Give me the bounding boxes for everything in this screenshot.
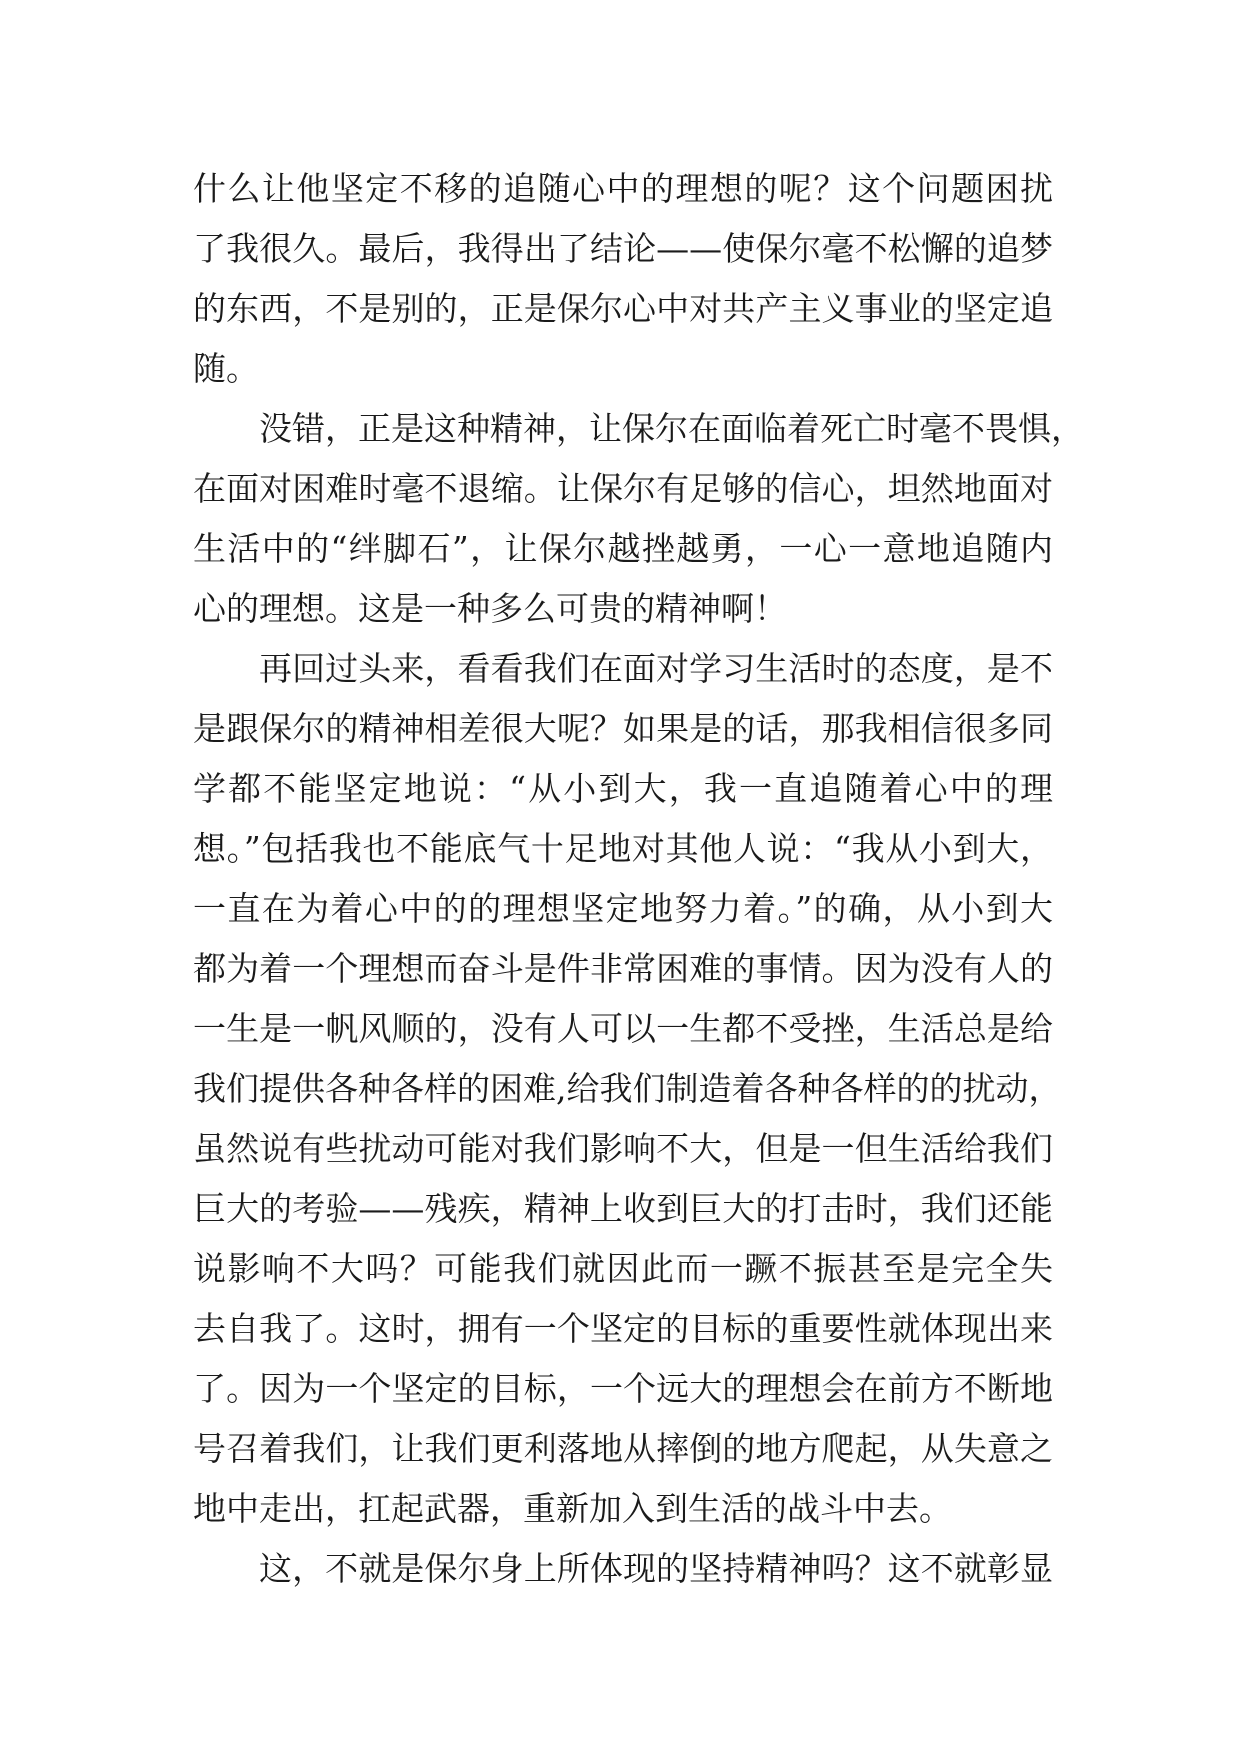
text-line: 虽然说有些扰动可能对我们影响不大，但是一但生活给我们: [193, 1129, 1053, 1168]
text-line: 说影响不大吗？可能我们就因此而一蹶不振甚至是完全失: [193, 1249, 1053, 1288]
text-line: 了我很久。最后，我得出了结论——使保尔毫不松懈的追梦: [193, 229, 1053, 268]
text-line: 都为着一个理想而奋斗是件非常困难的事情。因为没有人的: [193, 949, 1053, 988]
text-line: 学都不能坚定地说：“从小到大，我一直追随着心中的理: [193, 769, 1053, 808]
text-line: 地中走出，扛起武器，重新加入到生活的战斗中去。: [193, 1489, 952, 1528]
text-line: 什么让他坚定不移的追随心中的理想的呢？这个问题困扰: [193, 169, 1053, 208]
text-line: 的东西，不是别的，正是保尔心中对共产主义事业的坚定追: [193, 289, 1053, 328]
text-line: 这，不就是保尔身上所体现的坚持精神吗？这不就彰显: [259, 1549, 1053, 1588]
text-line: 了。因为一个坚定的目标，一个远大的理想会在前方不断地: [193, 1369, 1053, 1408]
text-line: 想。”包括我也不能底气十足地对其他人说：“我从小到大，: [193, 829, 1053, 868]
text-line: 一生是一帆风顺的，没有人可以一生都不受挫，生活总是给: [193, 1009, 1053, 1048]
text-line: 我们提供各种各样的困难,给我们制造着各种各样的的扰动，: [193, 1069, 1062, 1108]
text-line: 没错，正是这种精神，让保尔在面临着死亡时毫不畏惧，: [259, 409, 1084, 448]
text-line: 随。: [193, 349, 259, 388]
text-line: 生活中的“绊脚石”，让保尔越挫越勇，一心一意地追随内: [193, 529, 1053, 568]
text-line: 再回过头来，看看我们在面对学习生活时的态度，是不: [259, 649, 1053, 688]
text-line: 心的理想。这是一种多么可贵的精神啊！: [193, 589, 787, 628]
text-line: 是跟保尔的精神相差很大呢？如果是的话，那我相信很多同: [193, 709, 1053, 748]
text-line: 一直在为着心中的的理想坚定地努力着。”的确，从小到大: [193, 889, 1053, 928]
text-line: 巨大的考验——残疾，精神上收到巨大的打击时，我们还能: [193, 1189, 1053, 1228]
body-text: [193, 159, 1084, 1599]
text-line: 号召着我们，让我们更利落地从摔倒的地方爬起，从失意之: [193, 1429, 1053, 1468]
text-line: 在面对困难时毫不退缩。让保尔有足够的信心，坦然地面对: [193, 469, 1053, 508]
text-line: 去自我了。这时，拥有一个坚定的目标的重要性就体现出来: [193, 1309, 1053, 1348]
